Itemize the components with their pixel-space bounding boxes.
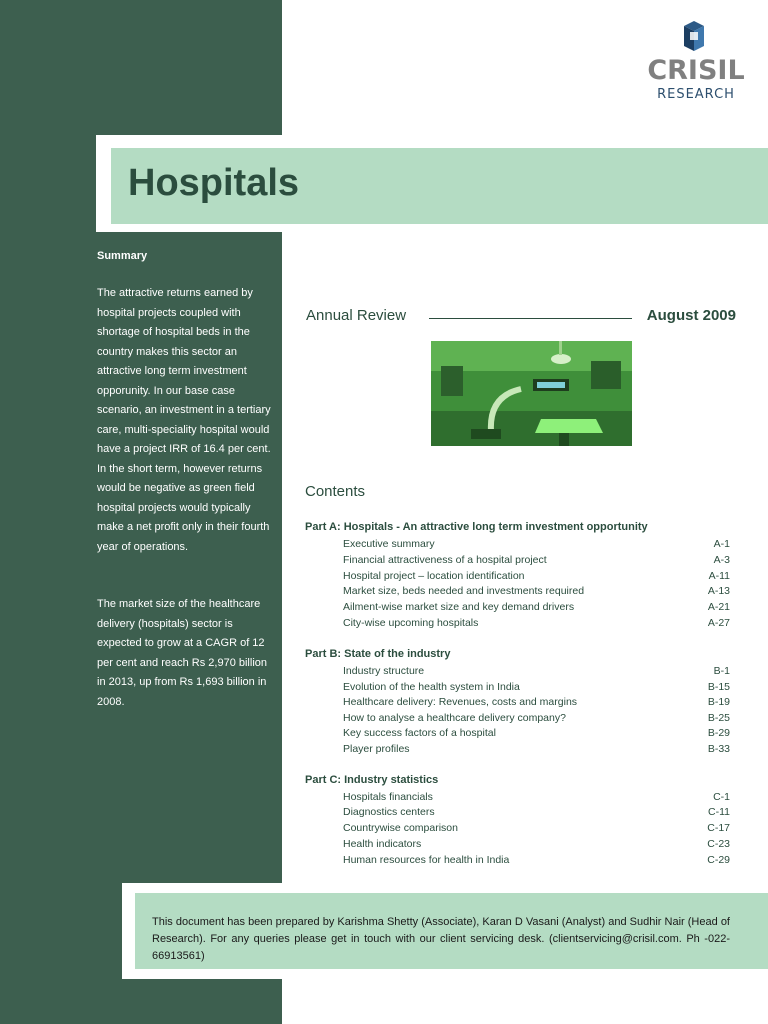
contents-item: [343, 727, 730, 743]
contents-heading: Contents: [305, 483, 366, 500]
contents-item-label: Hospital project – location identification: [343, 570, 525, 582]
logo-subtitle: RESEARCH: [657, 87, 735, 102]
contents-item-page: B-1: [713, 665, 730, 677]
contents-item-page: A-3: [713, 554, 730, 566]
contents-item: [343, 554, 730, 570]
annual-review-line: [306, 307, 736, 329]
contents-item-page: C-17: [707, 822, 730, 834]
contents-item-label: City-wise upcoming hospitals: [343, 617, 479, 629]
summary-paragraph-2: The market size of the healthcare delivery (hospitals) sector is expected to grow at a CAGR of 12 per cent and reach Rs 2,970 billion in 2013, up from Rs 1,693 billion in 2008.: [97, 598, 267, 708]
contents-item-label: Ailment-wise market size and key demand drivers: [343, 601, 575, 613]
contents-item-label: Human resources for health in India: [343, 854, 510, 866]
contents-item: [343, 665, 730, 681]
operating-room-photo: [431, 341, 632, 446]
footer-note: This document has been prepared by Karishma Shetty (Associate), Karan D Vasani (Analyst) and Sudhir Nair (Head of Research). For any queries please get in touch with our client servicing desk. (clientservicing@crisil.com. Ph -022-66913561): [152, 916, 730, 962]
contents-item-label: Market size, beds needed and investments required: [343, 585, 585, 597]
contents-item-page: B-19: [707, 696, 730, 708]
annual-review-date: August 2009: [646, 307, 736, 324]
contents-item-label: Executive summary: [343, 538, 435, 550]
contents-item-label: How to analyse a healthcare delivery company?: [343, 712, 566, 724]
contents-item: [343, 617, 730, 633]
page-title: Hospitals: [128, 162, 300, 204]
contents-item-page: B-33: [707, 743, 730, 755]
contents-item: [343, 806, 730, 822]
contents-item: [343, 743, 730, 759]
part-a-heading: Part A: Hospitals - An attractive long term investment opportunity: [305, 521, 648, 533]
contents-item-label: Financial attractiveness of a hospital project: [343, 554, 547, 566]
contents-item-label: Hospitals financials: [343, 791, 433, 803]
contents-item: [343, 696, 730, 712]
contents-item-page: B-15: [707, 681, 730, 693]
contents-item-label: Healthcare delivery: Revenues, costs and margins: [343, 696, 578, 708]
contents-item-page: B-29: [707, 727, 730, 739]
contents-item: [343, 538, 730, 554]
cube-logo-icon: [646, 18, 746, 54]
contents-item-page: A-1: [713, 538, 730, 550]
contents-item-label: Diagnostics centers: [343, 806, 435, 818]
contents-item: [343, 681, 730, 697]
contents-item-page: B-25: [707, 712, 730, 724]
contents-item-page: A-21: [707, 601, 730, 613]
contents-item: [343, 570, 730, 586]
contents-item-label: Health indicators: [343, 838, 422, 850]
contents-item-page: A-13: [707, 585, 730, 597]
operating-room-image: [431, 341, 632, 446]
part-b-heading: Part B: State of the industry: [305, 648, 451, 660]
contents-item-page: C-11: [708, 806, 730, 818]
contents-item-page: C-23: [707, 838, 730, 850]
crisil-logo: [646, 18, 746, 108]
part-c-heading: Part C: Industry statistics: [305, 774, 439, 786]
contents-item-label: Evolution of the health system in India: [343, 681, 520, 693]
contents-item-page: C-29: [707, 854, 730, 866]
contents-item-label: Key success factors of a hospital: [343, 727, 496, 739]
contents-item: [343, 791, 730, 807]
contents-item: [343, 822, 730, 838]
annual-review-label: Annual Review: [306, 307, 407, 324]
contents-item: [343, 854, 730, 870]
contents-item: [343, 712, 730, 728]
logo-brand: CRISIL: [647, 55, 745, 86]
summary-paragraph-1: The attractive returns earned by hospital projects coupled with shortage of hospital beds in the country makes this sector an attractive long term investment opporunity. In our base case scenario, an investment in a tertiary care, multi-speciality hospital would have a project IRR of 16.4 per cent. In the short term, however returns would be negative as green field hospital projects would typically make a net profit only in their fourth year of operations.: [97, 287, 271, 553]
contents-item-label: Industry structure: [343, 665, 425, 677]
contents-item: [343, 601, 730, 617]
contents-item-page: C-1: [713, 791, 730, 803]
annual-review-rule: [429, 318, 632, 319]
contents-item: [343, 838, 730, 854]
contents-item: [343, 585, 730, 601]
contents-item-page: A-11: [708, 570, 730, 582]
contents-item-label: Player profiles: [343, 743, 410, 755]
contents-item-page: A-27: [707, 617, 730, 629]
contents-item-label: Countrywise comparison: [343, 822, 458, 834]
summary-heading: Summary: [97, 250, 148, 262]
